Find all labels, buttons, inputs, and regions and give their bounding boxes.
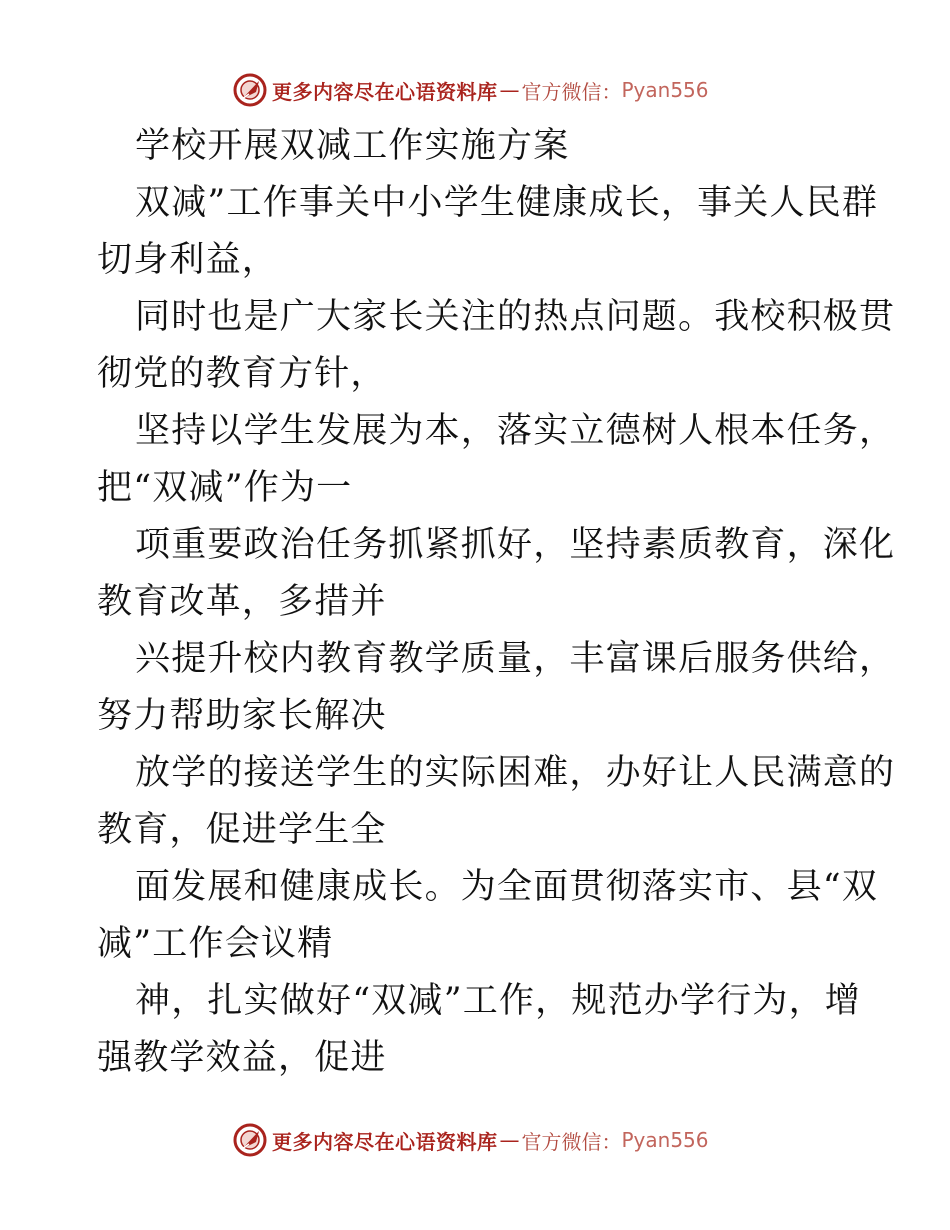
quill-logo-icon [232,72,268,108]
banner-main-text: 更多内容尽在心语资料库 [272,79,498,104]
quill-logo-icon [232,1122,268,1158]
paragraph-line: 神，扎实做好“双减”工作，规范办学行为，增 [135,981,861,1021]
paragraph-line: 把“双减”作为一 [97,468,353,508]
paragraph-line: 切身利益， [97,240,279,280]
paragraph-line: 教育，促进学生全 [97,810,387,850]
paragraph-line: 彻党的教育方针， [97,354,387,394]
banner-dash: — [499,78,520,102]
paragraph-line: 努力帮助家长解决 [97,696,387,736]
paragraph-line: 双减”工作事关中小学生健康成长，事关人民群 [135,183,879,223]
document-title: 学校开展双减工作实施方案 [135,126,570,166]
paragraph-line: 强教学效益，促进 [97,1038,387,1078]
document-body [97,118,896,1087]
banner-wechat-id: Pyan556 [621,1128,709,1152]
banner-wechat-label: 官方微信： [521,1129,622,1154]
paragraph-line: 同时也是广大家长关注的热点问题。我校积极贯 [135,297,896,337]
footer-watermark-banner [232,1120,709,1160]
paragraph-line: 放学的接送学生的实际困难，办好让人民满意的 [135,753,896,793]
paragraph-line: 教育改革，多措并 [97,582,387,622]
banner-wechat-label: 官方微信： [521,79,622,104]
banner-wechat-id: Pyan556 [621,78,709,102]
paragraph-line: 减”工作会议精 [97,924,334,964]
header-watermark-banner [232,70,709,110]
banner-main-text: 更多内容尽在心语资料库 [272,1129,498,1154]
paragraph-line: 项重要政治任务抓紧抓好，坚持素质教育，深化 [135,525,896,565]
paragraph-line: 兴提升校内教育教学质量，丰富课后服务供给， [135,639,896,679]
paragraph-line: 面发展和健康成长。为全面贯彻落实市、县“双 [135,867,879,907]
banner-dash: — [499,1128,520,1152]
paragraph-line: 坚持以学生发展为本，落实立德树人根本任务， [135,411,896,451]
